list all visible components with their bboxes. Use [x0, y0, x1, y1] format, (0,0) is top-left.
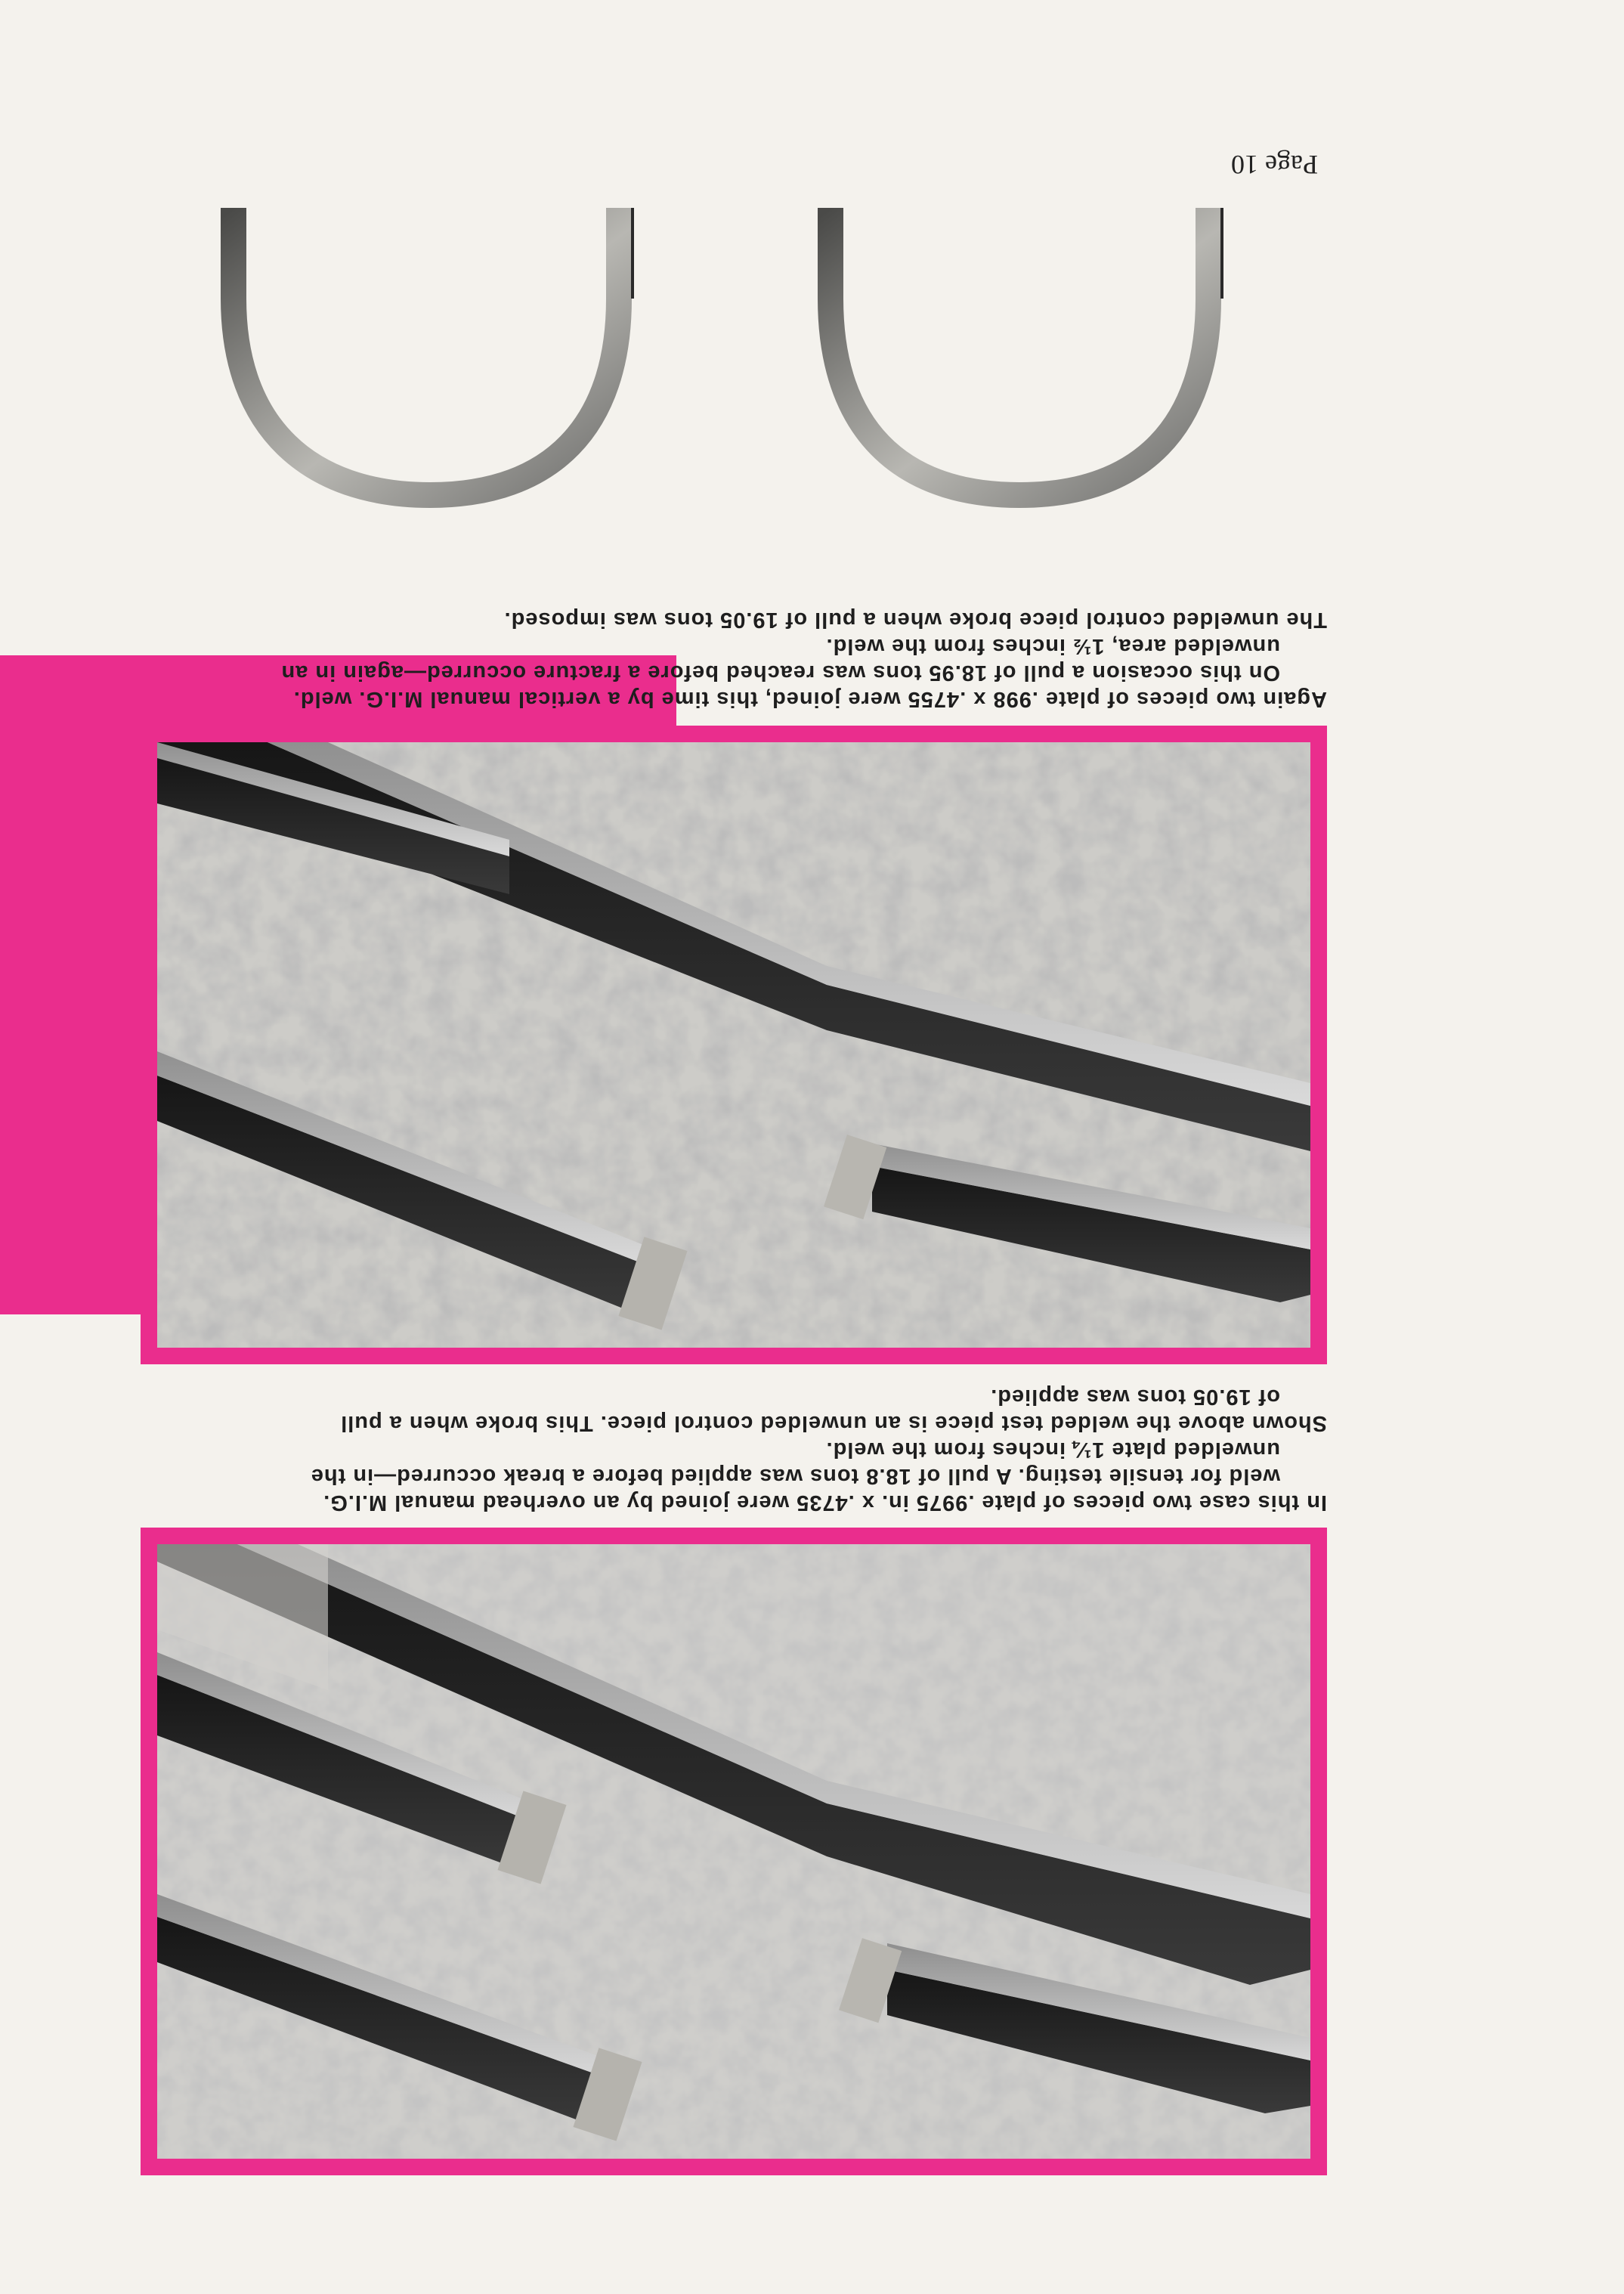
- vertical-caption-line-3: unwelded area, 1½ inches from the weld.: [825, 634, 1280, 658]
- bend-test-image: [97, 208, 1291, 525]
- overhead-caption-line-2: weld for tensile testing. A pull of 18.8 tons was applied before a break occurred—in the: [310, 1464, 1280, 1488]
- overhead-caption-line-4: Shown above the welded test piece is an unwelded control piece. This broke when a pull: [340, 1411, 1327, 1435]
- vertical-caption-line-4: The unwelded control piece broke when a pull of 19.05 tons was imposed.: [503, 608, 1327, 632]
- vertical-weld-photo-image: [157, 742, 1310, 1348]
- bent-strip-left: [831, 208, 1208, 495]
- vertical-weld-caption: [141, 606, 1327, 712]
- overhead-caption-line-1: In this case two pieces of plate .9975 in. x .4735 were joined by an overhead manual M.I.G.: [323, 1491, 1327, 1515]
- bend-test-photos: [97, 208, 1291, 525]
- overhead-caption-line-3: unwelded plate 1¼ inches from the weld.: [825, 1438, 1280, 1462]
- overhead-weld-caption: [141, 1383, 1327, 1515]
- overhead-weld-photo-image: [157, 1544, 1310, 2159]
- bent-strip-right: [234, 208, 619, 495]
- overhead-caption-line-5: of 19.05 tons was applied.: [990, 1385, 1280, 1409]
- vertical-caption-line-1: Again two pieces of plate .998 x .4755 were joined, this time by a vertical manual M.I.G. weld.: [292, 687, 1327, 711]
- overhead-weld-photograph: [141, 1528, 1327, 2175]
- page-number: Page 10: [1231, 150, 1318, 180]
- vertical-caption-line-2: On this occasion a pull of 18.95 tons was reached before a fracture occurred—again in an: [280, 661, 1280, 685]
- vertical-weld-photograph: [141, 726, 1327, 1364]
